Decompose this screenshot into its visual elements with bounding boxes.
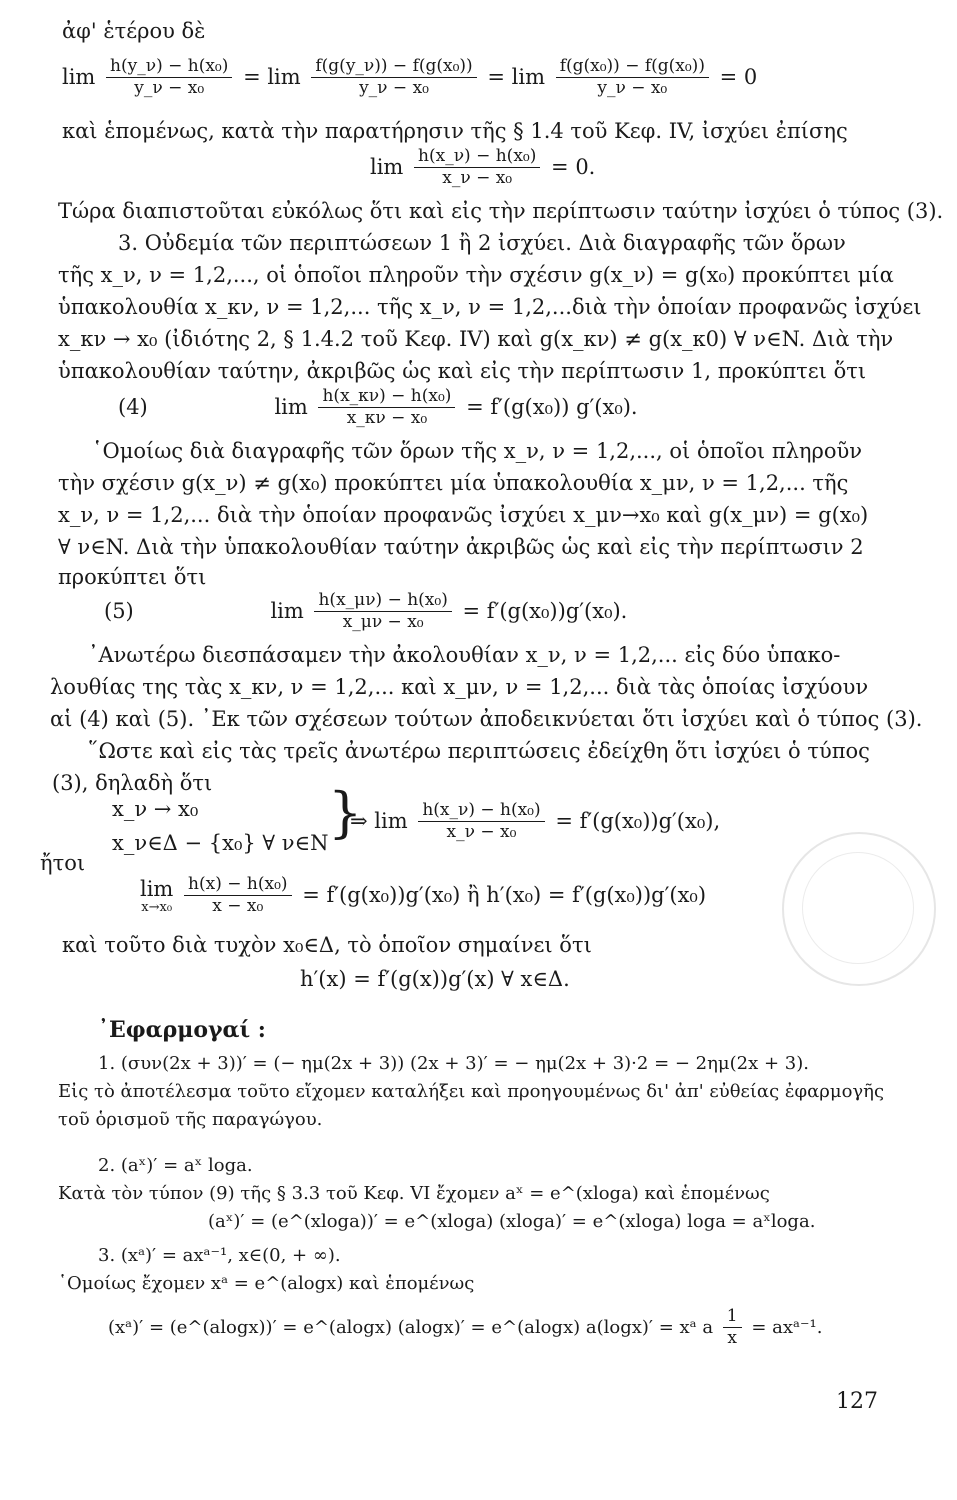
application-1-line-1: 1. (συν(2x + 3))′ = (− ημ(2x + 3)) (2x + 3)′ = − ημ(2x + 3)·2 = − 2ημ(2x + 3).: [98, 1053, 809, 1074]
denominator: y_ν − x₀: [597, 78, 668, 99]
right-brace: }: [328, 781, 363, 844]
denominator: y_ν − x₀: [134, 78, 205, 99]
text-line-13: τὴν σχέσιν g(x_ν) ≠ g(x₀) προκύπτει μία ὑπακολουθία x_μν, ν = 1,2,... τῆς: [58, 471, 849, 495]
denominator: x_κν − x₀: [346, 408, 428, 429]
text-line-3: καὶ ἑπομένως, κατὰ τὴν παρατήρησιν τῆς § 1.4 τοῦ Κεφ. IV, ἰσχύει ἐπίσης: [62, 119, 848, 143]
text-line-7: τῆς x_ν, ν = 1,2,..., οἱ ὁποῖοι πληροῦν τὴν σχέσιν g(x_ν) = g(x₀) προκύπτει μία: [58, 263, 894, 287]
lim-operator: lim: [370, 155, 404, 180]
numerator: h(x_κν) − h(x₀): [318, 386, 455, 408]
application-2-line-3: (aˣ)′ = (e^(xloga))′ = e^(xloga) (xloga)′ = e^(xloga) loga = aˣloga.: [208, 1211, 816, 1232]
equation-tag: (4): [118, 395, 148, 420]
equation-5: [104, 590, 627, 634]
equation-derivative: [140, 874, 706, 918]
fraction: [556, 56, 709, 100]
equation-rhs: = f′(g(x₀))g′(x₀) ἢ h′(x₀) = f′(g(x₀))g′(x₀): [302, 883, 707, 908]
text-line-10: ὑπακολουθίαν ταύτην, ἀκριβῶς ὡς καὶ εἰς τὴν περίπτωσιν 1, προκύπτει ὅτι: [58, 359, 867, 383]
numerator: h(x) − h(x₀): [184, 874, 291, 896]
application-1-line-2: Εἰς τὸ ἀποτέλεσμα τοῦτο εἴχομεν καταλήξει καὶ προηγουμένως δι' ἀπ' εὐθείας ἐφαρμογῆς: [58, 1081, 885, 1102]
numerator: f(g(x₀)) − f(g(x₀)): [556, 56, 709, 78]
text-line-12: ῾Ομοίως διὰ διαγραφῆς τῶν ὅρων τῆς x_ν, ν = 1,2,..., οἱ ὁποῖοι πληροῦν: [92, 439, 863, 463]
fraction: [314, 590, 451, 634]
text-line-8: ὑπακολουθία x_κν, ν = 1,2,... τῆς x_ν, ν = 1,2,...διὰ τὴν ὁποίαν προφανῶς ἰσχύει: [58, 295, 922, 319]
application-3-line-1: 3. (xᵃ)′ = axᵃ⁻¹, x∈(0, + ∞).: [98, 1245, 341, 1266]
text-line-1: ἀφ' ἑτέρου δὲ: [62, 19, 206, 43]
text-line-5: Τώρα διαπιστοῦται εὐκόλως ὅτι καὶ εἰς τὴν περίπτωσιν ταύτην ἰσχύει ὁ τύπος (3).: [58, 199, 944, 223]
numerator: h(x_ν) − h(x₀): [414, 146, 540, 168]
text-line-18: ᾿Ανωτέρω διεσπάσαμεν τὴν ἀκολουθίαν x_ν, ν = 1,2,... εἰς δύο ὑπακο-: [88, 643, 841, 667]
lim-operator: lim: [270, 599, 304, 624]
application-2-line-1: 2. (aˣ)′ = aˣ loga.: [98, 1155, 253, 1176]
lim-operator: lim: [274, 395, 308, 420]
library-stamp-ring: [802, 852, 914, 964]
equation-rhs: = f′(g(x₀)) g′(x₀).: [466, 395, 638, 420]
text-line-22: (3), δηλαδὴ ὅτι: [52, 771, 213, 795]
library-stamp: [782, 832, 936, 986]
text-line-19: λουθίας της τὰς x_κν, ν = 1,2,... καὶ x_μν, ν = 1,2,... διὰ τὰς ὁποίας ἰσχύουν: [50, 675, 869, 699]
numerator: h(y_ν) − h(x₀): [106, 56, 232, 78]
text-line-21: ῞Ωστε καὶ εἰς τὰς τρεῖς ἀνωτέρω περιπτώσεις ἐδείχθη ὅτι ἰσχύει ὁ τύπος: [88, 739, 870, 763]
equation-tag: (5): [104, 599, 134, 624]
fraction: [106, 56, 232, 100]
limit-with-subscript: [140, 878, 173, 914]
numerator: h(x_ν) − h(x₀): [418, 800, 544, 822]
fraction: [418, 800, 544, 844]
lim-subscript: x→x₀: [141, 899, 173, 915]
text-line-26: καὶ τοῦτο διὰ τυχὸν x₀∈Δ, τὸ ὁποῖον σημαίνει ὅτι: [62, 933, 592, 957]
denominator: x_ν − x₀: [442, 168, 513, 189]
application-3-line-3: [108, 1306, 822, 1350]
text-line-14: x_ν, ν = 1,2,... διὰ τὴν ὁποίαν προφανῶς ἰσχύει x_μν→x₀ καὶ g(x_μν) = g(x₀): [58, 503, 869, 527]
numerator: 1: [723, 1306, 742, 1328]
equation-limit-zero: [370, 146, 595, 190]
applications-heading: ᾿Εφαρμογαί :: [98, 1017, 266, 1043]
equation-lhs: (xᵃ)′ = (e^(alogx))′ = e^(alogx) (alogx)′ = e^(alogx) a(logx)′ = xᵃ a: [108, 1316, 714, 1338]
implies-lim: ⇒ lim: [350, 809, 408, 834]
denominator: y_ν − x₀: [359, 78, 429, 99]
fraction: [414, 146, 540, 190]
text-line-24: ἤτοι: [40, 851, 86, 875]
lim-operator: lim: [140, 876, 174, 901]
equation-rhs: = f′(g(x₀))g′(x₀).: [462, 599, 628, 624]
case-3-heading-line: 3. Οὐδεμία τῶν περιπτώσεων 1 ἢ 2 ἰσχύει. Διὰ διαγραφῆς τῶν ὅρων: [118, 231, 846, 255]
numerator: f(g(y_ν)) − f(g(x₀)): [311, 56, 476, 78]
application-1-line-3: τοῦ ὁρισμοῦ τῆς παραγώγου.: [58, 1109, 323, 1130]
numerator: h(x_μν) − h(x₀): [314, 590, 451, 612]
text-line-9: x_κν → x₀ (ἰδιότης 2, § 1.4.2 τοῦ Κεφ. IV) καὶ g(x_κν) ≠ g(x_κ0) ∀ ν∈N. Διὰ τὴν: [58, 327, 894, 351]
denominator: x − x₀: [212, 896, 264, 917]
equals-zero: = 0.: [551, 155, 596, 180]
denominator: x: [727, 1328, 737, 1349]
denominator: x_ν − x₀: [446, 822, 517, 843]
text-line-16: προκύπτει ὅτι: [58, 565, 207, 589]
application-2-line-2: Κατὰ τὸν τύπον (9) τῆς § 3.3 τοῦ Κεφ. VI ἔχομεν aˣ = e^(xloga) καὶ ἑπομένως: [58, 1183, 770, 1204]
fraction: [184, 874, 291, 918]
equals-lim: = lim: [487, 65, 545, 90]
application-3-line-2: ῾Ομοίως ἔχομεν xᵃ = e^(alogx) καὶ ἑπομένως: [58, 1273, 475, 1294]
fraction: [318, 386, 455, 430]
equation-implication: [350, 800, 720, 844]
page-number: 127: [836, 1389, 878, 1414]
chain-rule-result: h′(x) = f′(g(x))g′(x) ∀ x∈Δ.: [300, 967, 570, 991]
equation-rhs: = f′(g(x₀))g′(x₀),: [555, 809, 721, 834]
equation-limit-chain: [62, 56, 757, 100]
equation-4: [118, 386, 638, 430]
equals-lim: = lim: [243, 65, 301, 90]
fraction: [311, 56, 476, 100]
text-line-15: ∀ ν∈N. Διὰ τὴν ὑπακολουθίαν ταύτην ἀκριβῶς ὡς καὶ εἰς τὴν περίπτωσιν 2: [58, 535, 864, 559]
condition-line-2: x_ν∈Δ − {x₀} ∀ ν∈N: [112, 831, 329, 855]
equation-rhs: = axᵃ⁻¹.: [751, 1316, 823, 1338]
condition-line-1: x_ν → x₀: [112, 797, 199, 821]
equals-zero: = 0: [719, 65, 758, 90]
text-line-20: αἱ (4) καὶ (5). ᾿Εκ τῶν σχέσεων τούτων ἀποδεικνύεται ὅτι ἰσχύει καὶ ὁ τύπος (3).: [50, 707, 923, 731]
fraction: [723, 1306, 742, 1350]
lim-operator: lim: [62, 65, 96, 90]
denominator: x_μν − x₀: [342, 612, 424, 633]
